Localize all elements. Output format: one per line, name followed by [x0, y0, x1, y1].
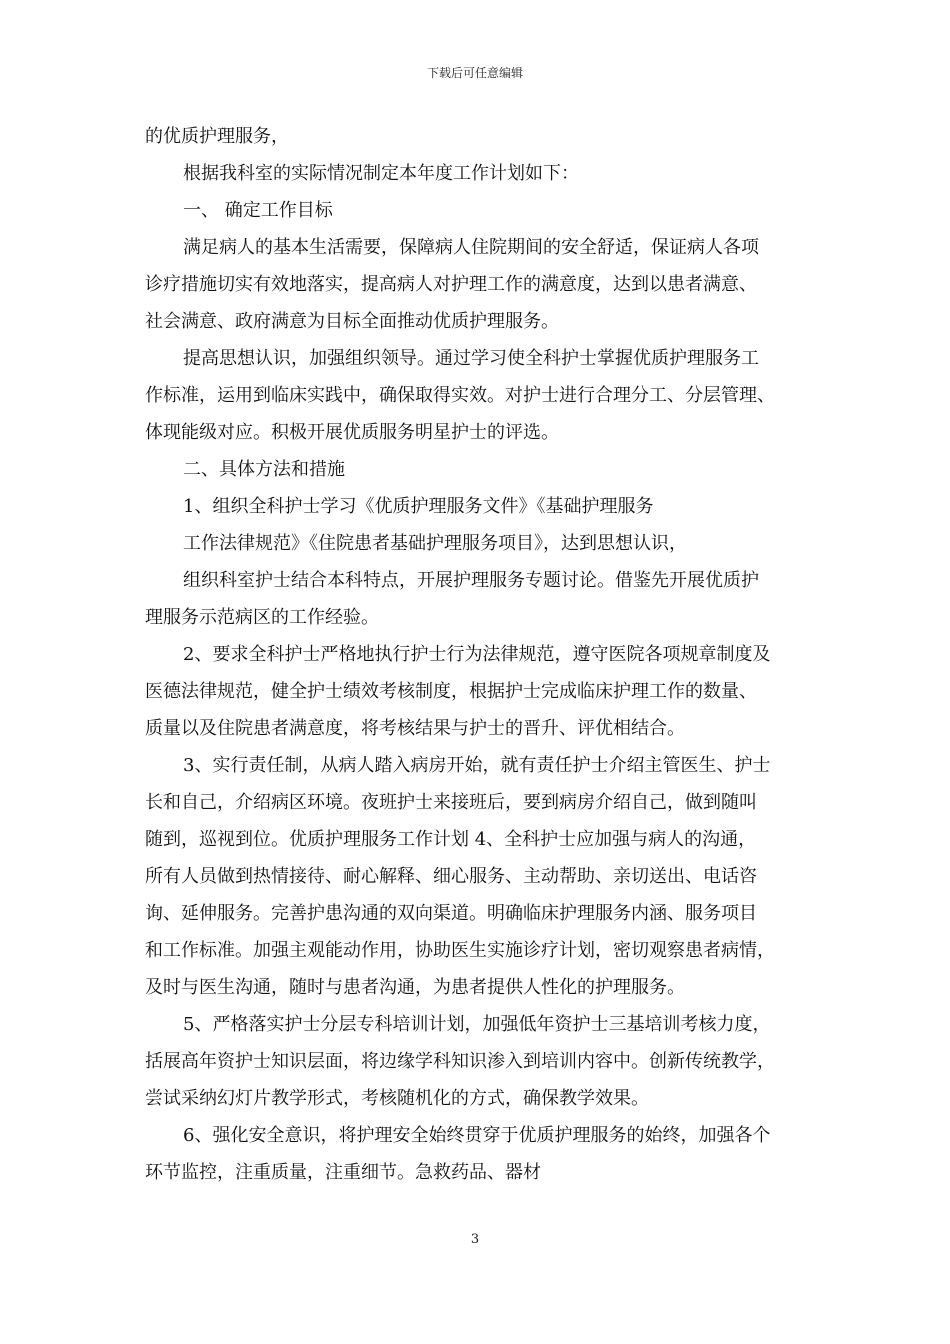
page-number: 3 [470, 1232, 480, 1247]
text-line: 5、严格落实护士分层专科培训计划，加强低年资护士三基培训考核力度， [183, 1014, 771, 1035]
text-line: 体现能级对应。积极开展优质服务明星护士的评选。 [145, 422, 559, 443]
text-line: 6、强化安全意识，将护理安全始终贯穿于优质护理服务的始终，加强各个 [183, 1125, 771, 1146]
text-line: 根据我科室的实际情况制定本年度工作计划如下： [183, 163, 579, 184]
page-header: 下载后可任意编辑 [426, 66, 523, 80]
text-line: 及时与医生沟通，随时与患者沟通，为患者提供人性化的护理服务。 [145, 977, 685, 998]
text-line: 1、组织全科护士学习《优质护理服务文件》《基础护理服务 [183, 496, 654, 517]
text-line: 和工作标准。加强主观能动作用，协助医生实施诊疗计划，密切观察患者病情， [145, 940, 775, 961]
text-line: 尝试采纳幻灯片教学形式，考核随机化的方式，确保教学效果。 [145, 1088, 649, 1109]
text-line: 质量以及住院患者满意度，将考核结果与护士的晋升、评优相结合。 [145, 718, 685, 739]
text-line: 括展高年资护士知识层面，将边缘学科知识渗入到培训内容中。创新传统教学， [145, 1051, 775, 1072]
text-line: 医德法律规范，健全护士绩效考核制度，根据护士完成临床护理工作的数量、 [145, 681, 757, 702]
text-line: 提高思想认识，加强组织领导。通过学习使全科护士掌握优质护理服务工 [183, 348, 759, 369]
text-line: 的优质护理服务， [145, 126, 289, 147]
body-text [145, 118, 825, 1191]
text-line: 工作法律规范》《住院患者基础护理服务项目》，达到思想认识， [183, 533, 687, 554]
text-line: 组织科室护士结合本科特点，开展护理服务专题讨论。借鉴先开展优质护 [183, 570, 759, 591]
text-line: 询、延伸服务。完善护患沟通的双向渠道。明确临床护理服务内涵、服务项目 [145, 903, 757, 924]
text-line: 满足病人的基本生活需要，保障病人住院期间的安全舒适，保证病人各项 [183, 237, 759, 258]
text-line: 随到，巡视到位。优质护理服务工作计划 4、全科护士应加强与病人的沟通， [145, 829, 757, 850]
text-line: 理服务示范病区的工作经验。 [145, 607, 379, 628]
text-line: 所有人员做到热情接待、耐心解释、细心服务、主动帮助、亲切送出、电话咨 [145, 866, 757, 887]
text-line: 3、实行责任制，从病人踏入病房开始，就有责任护士介绍主管医生、护士 [183, 755, 771, 776]
text-line: 长和自己，介绍病区环境。夜班护士来接班后，要到病房介绍自己，做到随叫 [145, 792, 757, 813]
text-line: 二、具体方法和措施 [183, 459, 345, 480]
text-line: 诊疗措施切实有效地落实，提高病人对护理工作的满意度，达到以患者满意、 [145, 274, 757, 295]
text-line: 作标准，运用到临床实践中，确保取得实效。对护士进行合理分工、分层管理、 [145, 385, 775, 406]
text-line: 一、 确定工作目标 [183, 200, 333, 221]
text-line: 2、要求全科护士严格地执行护士行为法律规范，遵守医院各项规章制度及 [183, 644, 771, 665]
text-line: 社会满意、政府满意为目标全面推动优质护理服务。 [145, 311, 559, 332]
text-line: 环节监控，注重质量，注重细节。急救药品、器材 [145, 1162, 541, 1183]
